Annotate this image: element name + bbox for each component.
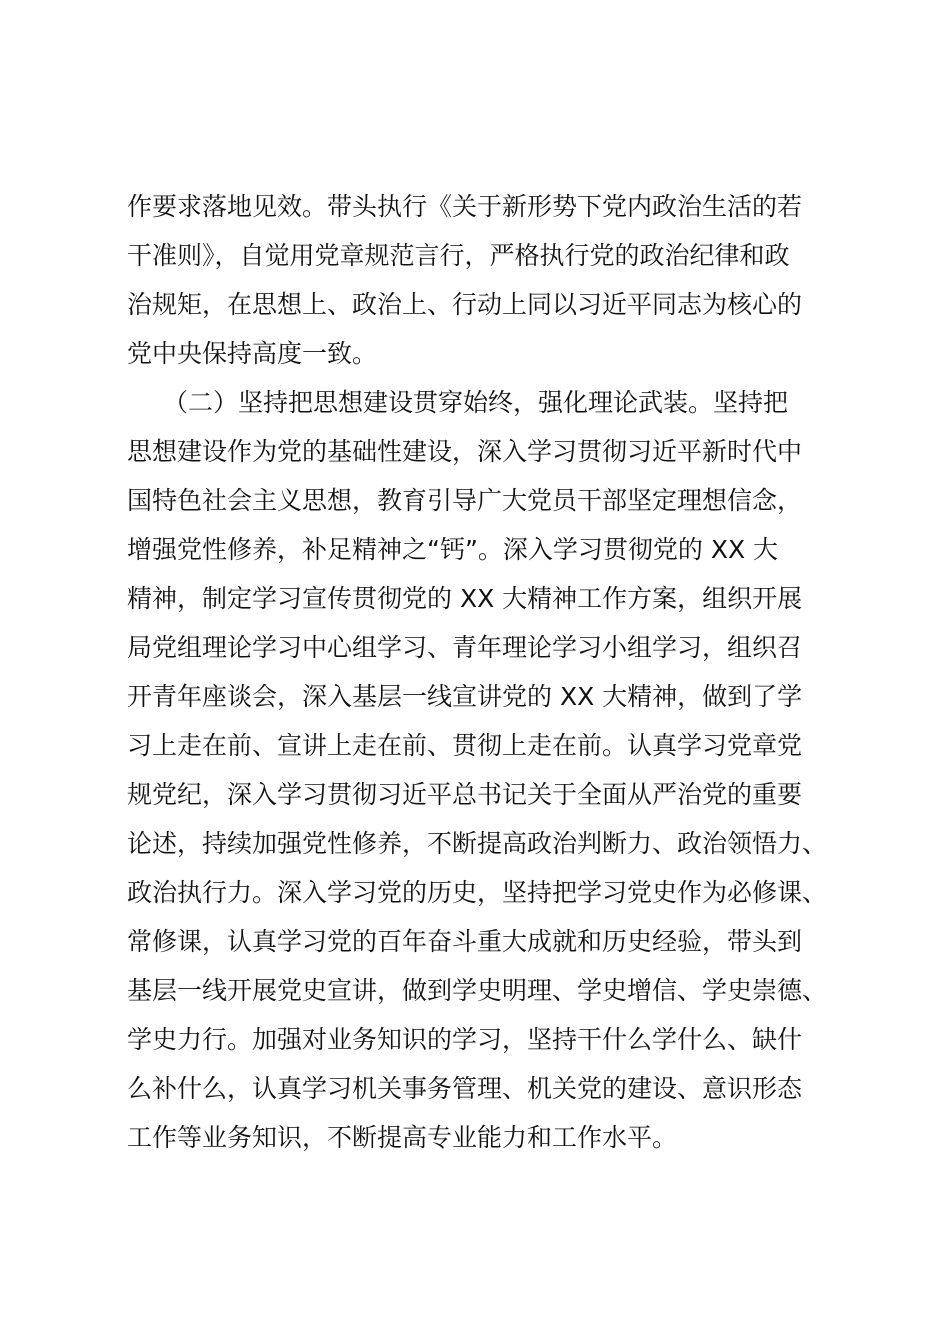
- text-line: 习上走在前、宣讲上走在前、贯彻上走在前。认真学习党章党: [127, 731, 803, 760]
- body-text: [127, 182, 847, 1162]
- section-heading-line: （二）坚持把思想建设贯穿始终，强化理论武装。坚持把: [163, 388, 789, 417]
- text-line: 干准则》，自觉用党章规范言行，严格执行党的政治纪律和政: [127, 241, 790, 270]
- text-line: 局党组理论学习中心组学习、青年理论学习小组学习，组织召: [127, 633, 803, 662]
- text-line: 学史力行。加强对业务知识的学习，坚持干什么学什么、缺什: [127, 1025, 803, 1054]
- text-line: 治规矩，在思想上、政治上、行动上同以习近平同志为核心的: [127, 290, 803, 319]
- text-line: 基层一线开展党史宣讲，做到学史明理、学史增信、学史崇德、: [127, 976, 828, 1005]
- text-line: 作要求落地见效。带头执行《关于新形势下党内政治生活的若: [127, 192, 803, 221]
- text-line: 精神，制定学习宣传贯彻党的 XX 大精神工作方案，组织开展: [127, 584, 803, 613]
- text-line: 政治执行力。深入学习党的历史，坚持把学习党史作为必修课、: [127, 878, 828, 907]
- text-line: 工作等业务知识，不断提高专业能力和工作水平。: [127, 1123, 678, 1152]
- text-line: 么补什么，认真学习机关事务管理、机关党的建设、意识形态: [127, 1074, 803, 1103]
- text-line: 常修课，认真学习党的百年奋斗重大成就和历史经验，带头到: [127, 927, 803, 956]
- text-line: 规党纪，深入学习贯彻习近平总书记关于全面从严治党的重要: [127, 780, 803, 809]
- text-line: 论述，持续加强党性修养，不断提高政治判断力、政治领悟力、: [127, 829, 828, 858]
- text-line: 开青年座谈会，深入基层一线宣讲党的 XX 大精神，做到了学: [127, 682, 803, 711]
- text-line: 国特色社会主义思想，教育引导广大党员干部坚定理想信念，: [127, 486, 803, 515]
- text-line: 思想建设作为党的基础性建设，深入学习贯彻习近平新时代中: [127, 437, 803, 466]
- text-line: 党中央保持高度一致。: [127, 339, 378, 368]
- text-line: 增强党性修养，补足精神之“钙”。深入学习贯彻党的 XX 大: [127, 535, 779, 564]
